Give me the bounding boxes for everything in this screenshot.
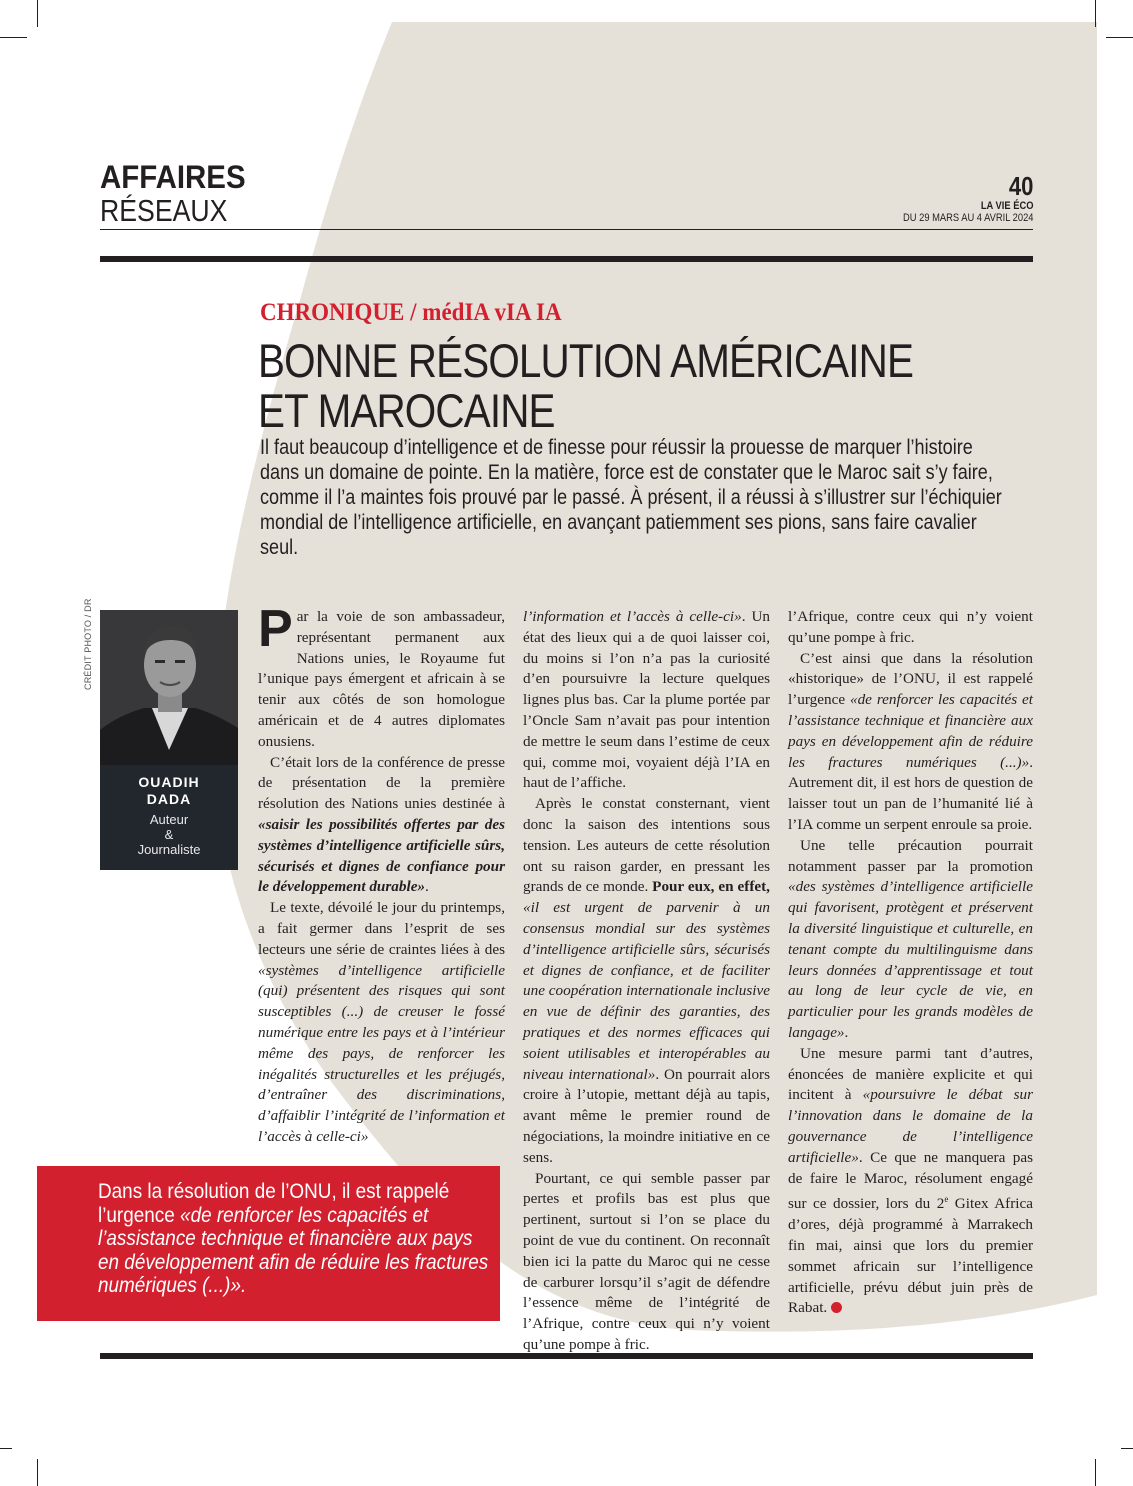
crop-mark: [1106, 37, 1133, 38]
headline-line-1: BONNE RÉSOLUTION AMÉRICAINE: [258, 334, 914, 387]
end-mark-icon: [831, 1302, 842, 1313]
header-rule: [100, 229, 1033, 230]
superscript: e: [944, 1194, 949, 1205]
author-role: [100, 812, 238, 857]
author-portrait-image: [100, 610, 238, 765]
page-number: 40: [1008, 171, 1033, 201]
publication-name: LA VIE ÉCO: [980, 200, 1033, 212]
quoted-text: «il est urgent de parvenir à un consensus mondial sur des systèmes d’intelligence artificielle sûrs, sécurisés et dignes de confiance, et de faciliter une coopération internationale inclusive en vue de définir des garanties, des pratiques et des normes efficaces qui soient utilisables et interopérables au niveau international»: [523, 899, 770, 1083]
paragraph-text: Gitex Africa d’ores, déjà programmé à Marrakech fin mai, ainsi que lors du premier sommet africain sur l’intelligence artificielle, prévu début juin près de Rabat.: [788, 1195, 1033, 1317]
article-standfirst: Il faut beaucoup d’intelligence et de finesse pour réussir la prouesse de marquer l’histoire dans un domaine de pointe. En la matière, force est de constater que le Maroc sait s’y faire, comme il l’a maintes fois prouvé par le passé. À présent, il a réussi à s’illustrer sur l’échiquier mondial de l’intelligence artificielle, en avançant patiemment ses pions, sans faire cavalier seul.: [260, 436, 1002, 559]
paragraph-text: . Ce que ne manquera pas de faire le Maroc, résolument engagé sur ce dossier, lors du 2: [788, 1148, 1033, 1213]
body-paragraph: [258, 898, 505, 1145]
author-card: [100, 610, 238, 870]
paragraph-text: Une mesure parmi tant d’autres, énoncées de manière explicite et qui incitent à: [788, 1044, 1033, 1104]
body-paragraph: l’information et l’accès à celle-ci». Un état des lieux qui a de quoi laisser coi, du moins si l’on n’a pas la curiosité d’en poursuivre la lecture quelques lignes plus bas. Car la plume portée par l’Oncle Sam n’avait pas pour intention de mettre le seum dans l’estime de ceux qui, comme moi, voyaient déjà l’IA en haut de l’affiche.: [523, 608, 771, 792]
quoted-text: «poursuivre le débat sur l’innovation dans le domaine de la gouvernance de l’intelligence artificielle»: [788, 1086, 1033, 1166]
body-paragraph: [258, 600, 505, 753]
article-column-2: [523, 607, 770, 1355]
crop-mark: [37, 0, 38, 27]
article-headline: [258, 336, 946, 436]
bold-text: Pour eux, en effet,: [652, 878, 770, 896]
author-role-line-1: Auteur: [149, 812, 189, 827]
photo-credit: [83, 598, 97, 710]
issue-dates: DU 29 MARS AU 4 AVRIL 2024: [902, 212, 1033, 224]
paragraph-text: .: [425, 878, 429, 896]
paragraph-text: Après le constat consternant, vient donc la saison des intentions sous tension. Les auteurs de cette résolution ont su raison garder, en pressant les grands de ce monde.: [523, 795, 770, 896]
paragraph-text: C’était lors de la conférence de presse de présentation de la première résolution des Nations unies destinée à: [258, 753, 505, 813]
author-name-line-2: DADA: [146, 791, 192, 807]
pull-quote-lead: Dans la résolution de l’ONU, il est rappelé l’urgence: [98, 1179, 450, 1227]
body-paragraph: [523, 794, 770, 1168]
paragraph-text: . Autrement dit, il est hors de question de laisser tout un pan de l’humanité lié à l’IA comme un serpent enroule sa proie.: [788, 753, 1033, 833]
drop-cap: P: [258, 600, 293, 658]
author-name: [100, 774, 238, 808]
crop-mark: [1121, 1448, 1133, 1449]
author-info: [100, 768, 238, 857]
paragraph-text: Une telle précaution pourrait notamment passer par la promotion: [788, 836, 1033, 875]
pull-quote-quote: «de renforcer les capacités et l’assistance technique et financière aux pays en développement afin de réduire les fractures numériques (...)».: [98, 1202, 489, 1297]
quoted-text: «des systèmes d’intelligence artificielle qui favorisent, protègent et préservent la diversité linguistique et culturelle, en tenant compte du multilinguisme dans leurs données d’apprentissage et tout au long de leur cycle de vie, en particulier pour les grands modèles de langage»: [788, 878, 1033, 1041]
quoted-text: «systèmes d’intelligence artificielle (qui) présentent des risques qui sont susceptibles (...) de creuser le fossé numérique entre les pays et à l’intérieur même des pays, de renforcer les inégalités structurelles et les préjugés, d’entraîner des discriminations, d’affaiblir l’intégrité de l’information et l’accès à celle-ci»: [258, 961, 505, 1145]
footer-thick-rule: [100, 1353, 1033, 1359]
paragraph-text: C’est ainsi que dans la résolution «historique» de l’ONU, il est rappelé l’urgence: [788, 649, 1033, 709]
crop-mark: [37, 1459, 38, 1486]
body-paragraph: [788, 1044, 1033, 1319]
quoted-text: «de renforcer les capacités et l’assistance technique et financière aux pays en développement afin de réduire les fractures numériques (...)»: [788, 691, 1033, 771]
paragraph-text: .: [844, 1023, 849, 1041]
page-meta: [880, 172, 1033, 225]
body-paragraph: l’Afrique, contre ceux qui n’y voient qu’une pompe à fric.: [788, 608, 1033, 646]
quoted-text: «saisir les possibilités offertes par des systèmes d’intelligence artificielle sûrs, sécurisés et dignes de confiance pour le développement durable»: [258, 815, 505, 896]
photo-credit-text: CRÉDIT PHOTO / DR: [83, 598, 93, 690]
paragraph-text: Le texte, dévoilé le jour du printemps, a fait germer dans l’esprit de ses lecteurs une série de craintes liées à des: [258, 899, 505, 958]
pull-quote-box: [37, 1166, 500, 1321]
body-paragraph: [788, 836, 1033, 1044]
headline-line-2: ET MAROCAINE: [258, 384, 555, 437]
paragraph-text: Pourtant, ce qui semble passer par pertes et profils bas est plus que pertinent, surtout si l’on se place du point de vue du continent. On reconnaît bien ici la patte du Maroc qui ne cesse de carburer lorsqu’il s’agit de défendre l’essence même de l’intégrité de l’Afrique, contre ceux qui n’y voient qu’une pompe à fric.: [523, 1169, 770, 1353]
body-paragraph: [523, 1169, 770, 1355]
author-role-line-3: Journaliste: [137, 842, 201, 857]
pull-quote-text: [98, 1180, 494, 1298]
article-column-3: [788, 607, 1033, 1319]
crop-mark: [1095, 1459, 1096, 1486]
author-photo: [100, 610, 238, 765]
author-name-line-1: OUADIH: [138, 774, 200, 790]
body-paragraph: [788, 649, 1033, 836]
author-role-line-2: &: [164, 827, 174, 842]
section-rubric: AFFAIRES: [100, 159, 246, 195]
crop-mark: [1095, 0, 1096, 27]
body-paragraph: [258, 753, 505, 899]
header-thick-rule: [100, 256, 1033, 262]
paragraph-text: . On pourrait alors croire à l’utopie, mettant déjà au tapis, avant même le premier round de négociations, la moindre initiative en ce sens.: [523, 1065, 771, 1166]
section-subrubric: RÉSEAUX: [100, 193, 228, 228]
article-kicker: CHRONIQUE / médIA vIA IA: [260, 299, 562, 326]
crop-mark: [0, 1448, 12, 1449]
paragraph-text: ar la voie de son ambassadeur, représentant permanent aux Nations unies, le Royaume fut l’unique pays émergent et africain à se tenir aux côtés de son homologue américain et de 4 autres diplomates onusiens.: [258, 608, 505, 750]
paragraph-text: . Un état des lieux qui a de quoi laisser coi, du moins si l’on n’a pas la curiosité d’en poursuivre la lecture quelques lignes plus bas. Car la plume portée par l’Oncle Sam n’avait pas pour intention de mettre le seum dans l’estime de ceux qui, comme moi, voyaient déjà l’IA en haut de l’affiche.: [523, 608, 771, 792]
article-column-1: [258, 600, 505, 1145]
crop-mark: [0, 37, 27, 38]
